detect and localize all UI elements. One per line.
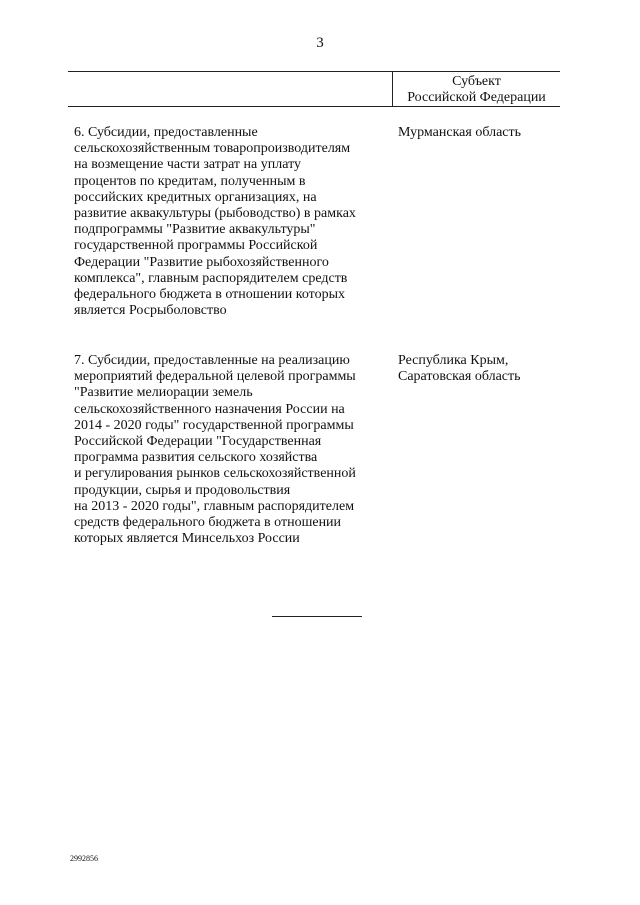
end-rule <box>272 616 362 617</box>
row-description: 6. Субсидии, предоставленные сельскохозяйственным товаропроизводителям на возмещение части затрат на уплату процентов по кредитам, полученным в российских кредитных организациях, на развитие аквакультуры (рыбоводство) в рамках подпрограммы "Развитие аквакультуры" государственной программы Российской Федерации "Развитие рыбохозяйственного комплекса", главным распорядителем средств федерального бюджета в отношении которых является Росрыболовство <box>74 125 356 319</box>
header-subject-label: Субъект Российской Федерации <box>407 74 546 105</box>
row-region: Республика Крым, Саратовская область <box>398 353 521 385</box>
document-code: 2992856 <box>70 854 98 863</box>
table-header <box>68 71 560 107</box>
row-region: Мурманская область <box>398 125 522 140</box>
row-description: 7. Субсидии, предоставленные на реализацию мероприятий федеральной целевой программы "Развитие мелиорации земель сельскохозяйственного назначения России на 2014 - 2020 годы" государственной программы Российской Федерации "Государственная программа развития сельского хозяйства и регулирования рынков сельскохозяйственной продукции, сырья и продовольствия на 2013 - 2020 годы", главным распорядителем средств федерального бюджета в отношении которых является Минсельхоз России <box>74 353 356 547</box>
page-number: 3 <box>316 35 324 51</box>
